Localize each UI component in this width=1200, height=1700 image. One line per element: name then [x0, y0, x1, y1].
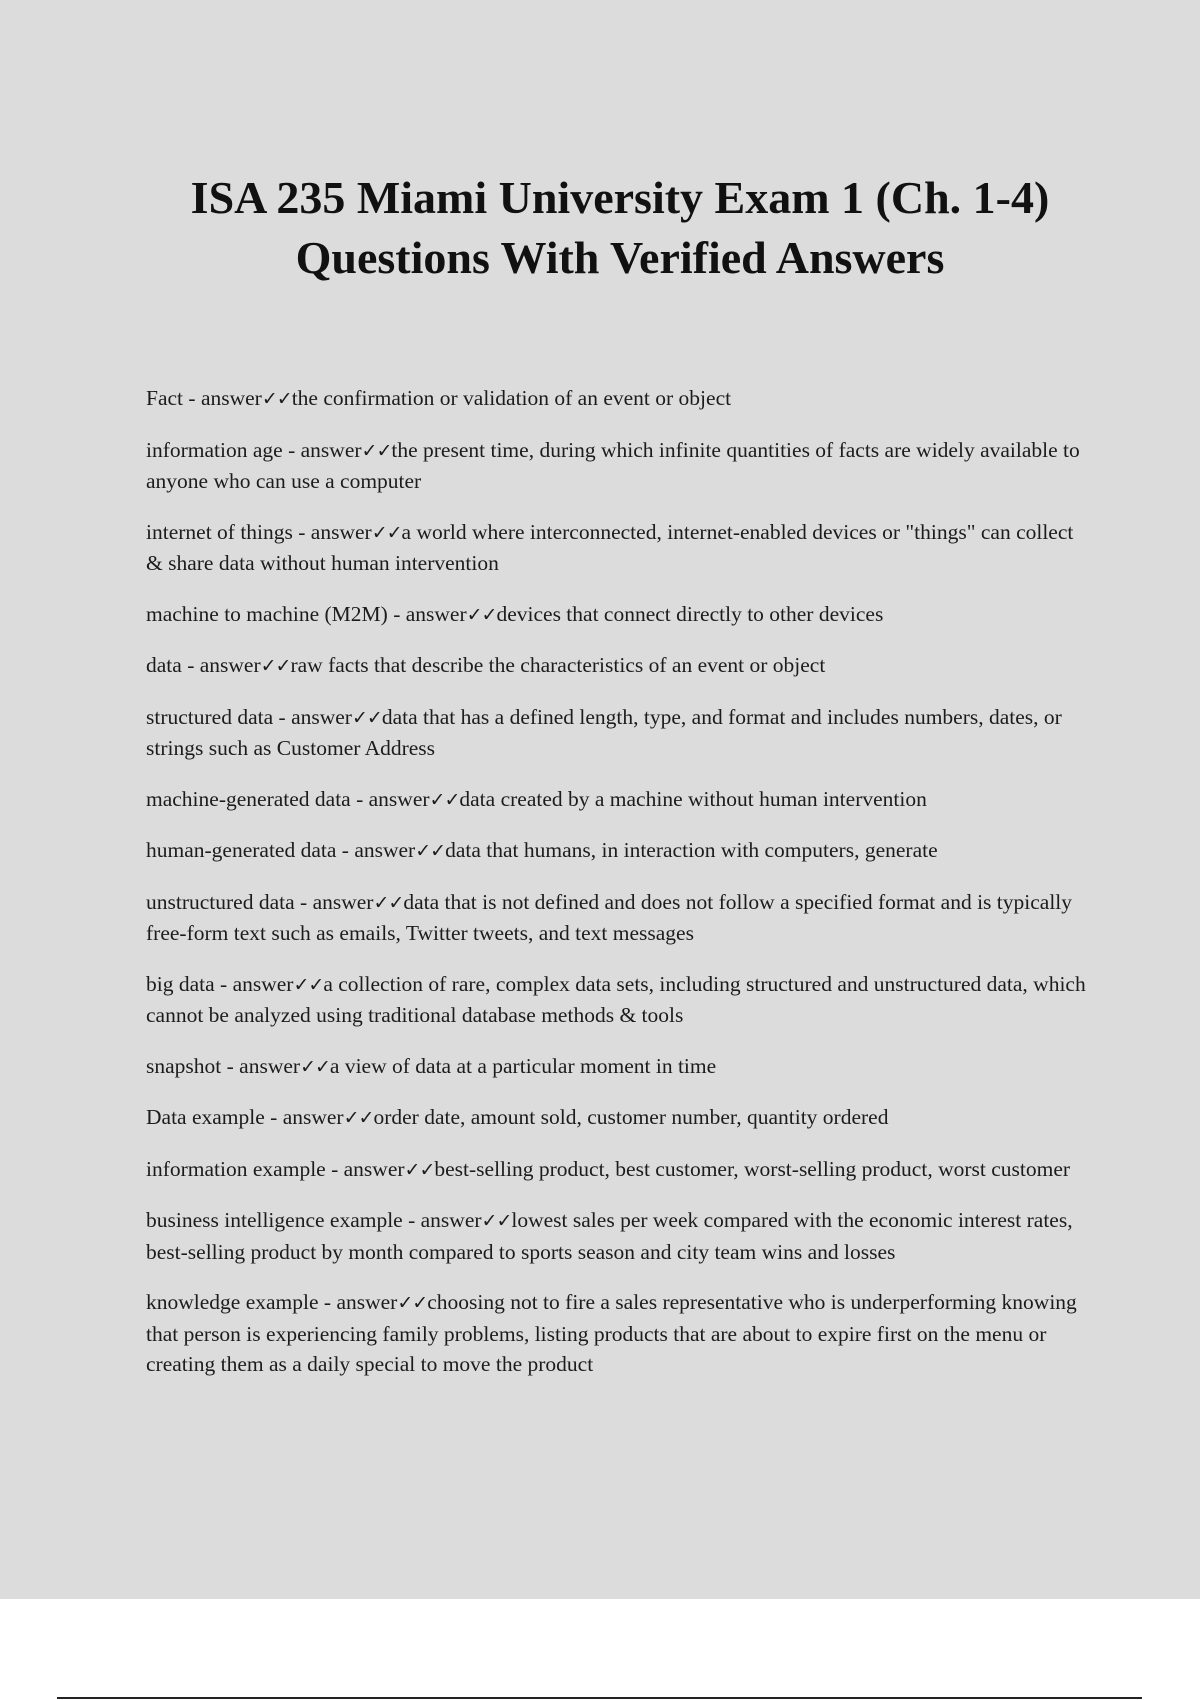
qa-definition: raw facts that describe the characteristics of an event or object — [290, 653, 826, 677]
qa-definition: a world where interconnected, internet-enabled devices or "things" can collect & share data without human intervention — [146, 519, 1074, 575]
qa-term: information example — [146, 1156, 326, 1181]
qa-item — [146, 435, 1086, 497]
qa-item — [146, 650, 1086, 682]
qa-term: structured data — [146, 704, 274, 729]
qa-term: data — [146, 653, 182, 677]
qa-separator: - answer — [387, 601, 467, 626]
qa-term: snapshot — [146, 1053, 222, 1078]
qa-definition: data that is not defined and does not follow a specified format and is typically free-form text such as emails, Twitter tweets, and text messages — [146, 889, 1073, 945]
double-check-icon: ✓✓ — [293, 973, 324, 996]
qa-item — [146, 1205, 1086, 1267]
qa-item — [146, 784, 1086, 816]
qa-definition: data that has a defined length, type, and format and includes numbers, dates, or strings such as Customer Address — [146, 704, 1062, 760]
qa-item — [146, 517, 1086, 579]
qa-term: Fact — [146, 386, 184, 410]
qa-item — [146, 1051, 1086, 1083]
qa-term: business intelligence example — [146, 1208, 403, 1232]
qa-separator: - answer — [325, 1156, 405, 1181]
qa-separator: - answer — [292, 519, 372, 544]
qa-separator: - answer — [402, 1208, 482, 1232]
qa-term: big data — [146, 971, 215, 996]
qa-term: Data example — [146, 1105, 265, 1129]
double-check-icon: ✓✓ — [361, 439, 392, 462]
double-check-icon: ✓✓ — [404, 1158, 435, 1181]
qa-item — [146, 1102, 1086, 1134]
double-check-icon: ✓✓ — [429, 788, 460, 811]
qa-definition: a view of data at a particular moment in time — [329, 1053, 717, 1078]
qa-list — [146, 383, 1086, 1400]
title-line-1: ISA 235 Miami University Exam 1 (Ch. 1-4) — [190, 172, 1050, 223]
qa-separator: - answer — [282, 437, 362, 462]
double-check-icon: ✓✓ — [415, 840, 446, 862]
double-check-icon: ✓✓ — [481, 1210, 512, 1232]
qa-separator: - answer — [214, 971, 294, 996]
double-check-icon: ✓✓ — [260, 655, 291, 677]
qa-definition: data created by a machine without human intervention — [459, 786, 927, 811]
qa-separator: - answer — [183, 386, 262, 410]
qa-term: unstructured data — [146, 889, 295, 914]
qa-separator: - answer — [336, 838, 416, 862]
qa-term: information age — [146, 437, 283, 462]
qa-term: machine to machine (M2M) — [146, 601, 388, 626]
qa-definition: the present time, during which infinite quantities of facts are widely available to anyone who can use a computer — [146, 437, 1080, 493]
qa-definition: best-selling product, best customer, worst-selling product, worst customer — [434, 1156, 1071, 1181]
qa-definition: the confirmation or validation of an event or object — [291, 386, 732, 410]
qa-separator: - answer — [181, 653, 261, 677]
qa-item — [146, 1287, 1086, 1380]
document-title — [60, 168, 1180, 288]
qa-item — [146, 1154, 1086, 1186]
qa-separator: - answer — [273, 704, 352, 729]
qa-term: human-generated data — [146, 838, 337, 862]
qa-definition: devices that connect directly to other devices — [496, 601, 884, 626]
qa-item — [146, 599, 1086, 631]
qa-item — [146, 969, 1086, 1031]
footer-divider — [57, 1697, 1142, 1699]
qa-separator: - answer — [264, 1105, 344, 1129]
qa-definition: data that humans, in interaction with computers, generate — [445, 838, 938, 862]
qa-definition: lowest sales per week compared with the economic interest rates, best-selling product by month compared to sports season and city team wins and losses — [146, 1208, 1073, 1264]
double-check-icon: ✓✓ — [261, 388, 292, 410]
double-check-icon: ✓✓ — [351, 706, 382, 729]
qa-item — [146, 835, 1086, 867]
title-line-2: Questions With Verified Answers — [295, 232, 945, 283]
qa-separator: - answer — [318, 1290, 398, 1314]
qa-definition: a collection of rare, complex data sets, including structured and unstructured data, which cannot be analyzed using traditional database methods & tools — [146, 971, 1086, 1027]
qa-item — [146, 702, 1086, 764]
double-check-icon: ✓✓ — [466, 603, 497, 626]
qa-separator: - answer — [350, 786, 430, 811]
double-check-icon: ✓✓ — [300, 1055, 330, 1078]
qa-item — [146, 887, 1086, 949]
qa-definition: order date, amount sold, customer number, quantity ordered — [373, 1105, 889, 1129]
qa-separator: - answer — [294, 889, 374, 914]
double-check-icon: ✓✓ — [343, 1107, 374, 1129]
qa-definition: choosing not to fire a sales representative who is underperforming knowing that person is experiencing family problems, listing products that are about to expire first on the menu or creating them as a daily special to move the product — [146, 1290, 1077, 1376]
qa-term: knowledge example — [146, 1290, 319, 1314]
qa-term: internet of things — [146, 519, 293, 544]
double-check-icon: ✓✓ — [397, 1292, 428, 1314]
double-check-icon: ✓✓ — [373, 891, 404, 914]
double-check-icon: ✓✓ — [371, 521, 402, 544]
qa-separator: - answer — [221, 1053, 301, 1078]
qa-item — [146, 383, 1086, 415]
qa-term: machine-generated data — [146, 786, 351, 811]
